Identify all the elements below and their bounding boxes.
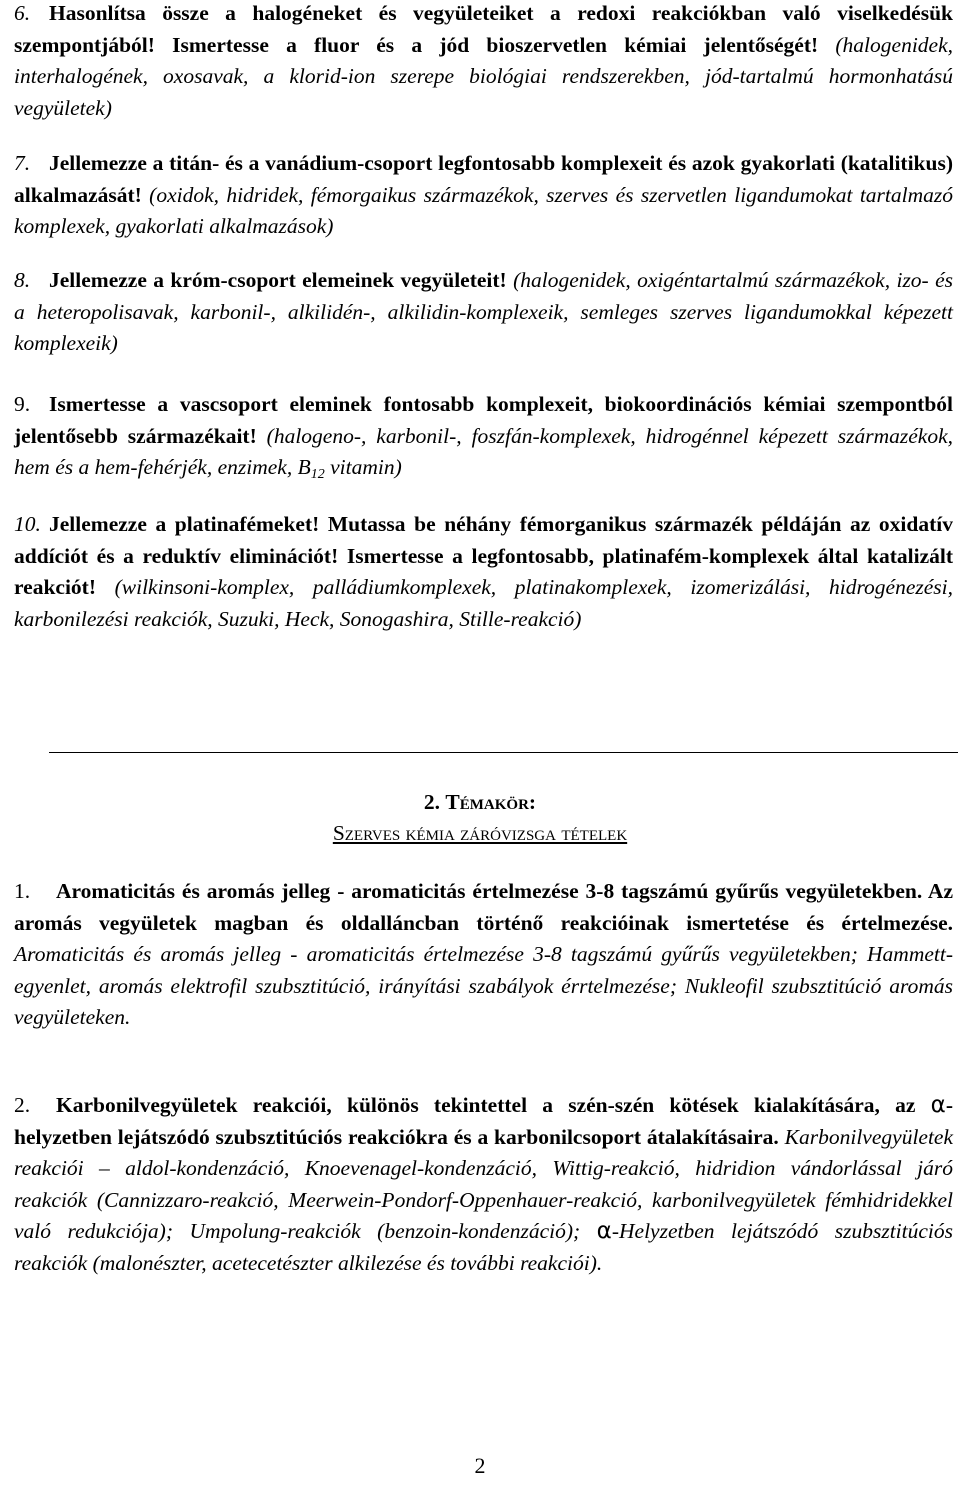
alpha-symbol-2: α <box>596 1218 612 1244</box>
section-heading-line1 <box>0 787 960 817</box>
section-heading-line2 <box>0 818 960 848</box>
item-question: Ismertesse a vascsoport eleminek fontosabb komplexeit, biokoordinációs kémiai szempontból jelentősebb származékait! <box>14 392 953 448</box>
section-divider <box>49 752 958 753</box>
exam-item-org-1 <box>14 876 953 1034</box>
section-number: 2. <box>423 790 441 814</box>
item-hint: (halogenidek, oxigéntartalmú származékok, izo- és a heteropolisavak, karbonil-, alkilidén-, alkilidin-komplexeik, semleges szerves ligandumokkal képezett komplexeik) <box>14 268 954 355</box>
exam-item-8 <box>14 265 953 360</box>
exam-item-10 <box>14 509 953 635</box>
item-hint-part2: -Helyzetben lejátszódó szubsztitúciós reakciók (malonészter, acetecetészter alkilezése és további reakciói). <box>14 1219 954 1275</box>
item-number: 2. <box>14 1093 31 1117</box>
item-number: 1. <box>14 879 31 903</box>
section-subtitle: Szerves kémia záróvizsga tételek <box>332 821 628 845</box>
item-number: 6. <box>14 1 31 25</box>
exam-item-7 <box>14 148 953 243</box>
item-question: Hasonlítsa össze a halogéneket és vegyületeiket a redoxi reakciókban való viselkedésük szempontjából! Ismertesse a fluor és a jód bioszervetlen kémiai jelentőségét! <box>14 1 953 57</box>
item-hint: (halogenidek, interhalogének, oxosavak, a klorid-ion szerepe biológiai rendszerekben, jód-tartalmú hormonhatású vegyületek) <box>14 32 954 120</box>
item-number: 8. <box>14 268 31 292</box>
item-question: Jellemezze a platinafémeket! Mutassa be néhány fémorganikus származék példáján az oxidatív addíciót és a reduktív eliminációt! Ismertesse a legfontosabb, platinafém-komplexek által katalizált reakciót! <box>14 512 953 599</box>
item-number: 10. <box>14 512 41 536</box>
item-hint-part1: Karbonilvegyületek reakciói – aldol-kondenzáció, Knoevenagel-kondenzáció, Wittig-reakció, hidridion vándorlással járó reakciók (Cannizzaro-reakció, Meerwein-Pondorf-Oppenhauer-reakció, karbonilvegyületek fémhidridekkel való redukciója); Umpolung-reakciók (benzoin-kondenzáció); <box>14 1124 954 1243</box>
exam-item-6 <box>14 0 953 124</box>
item-question: Aromaticitás és aromás jelleg - aromaticitás értelmezése 3-8 tagszámú gyűrűs vegyületekben. Az aromás vegyületek magban és oldalláncban történő reakcióinak ismertetése és értelmezése. <box>14 879 953 935</box>
item-hint-end: vitamin) <box>324 455 402 479</box>
section-title: Témakör: <box>445 790 537 814</box>
exam-item-org-2 <box>14 1090 953 1279</box>
item-number: 9. <box>14 392 31 416</box>
item-question: Jellemezze a titán- és a vanádium-csoport legfontosabb komplexeit és azok gyakorlati (katalitikus) alkalmazását! <box>14 151 953 207</box>
exam-item-9 <box>14 389 953 491</box>
item-number: 7. <box>14 151 31 175</box>
item-hint: (oxidok, hidridek, fémorgaikus származékok, szerves és szervetlen ligandumokat tartalmazó komplexek, gyakorlati alkalmazások) <box>14 182 953 238</box>
item-question-part1: Karbonilvegyületek reakciói, különös tekintettel a szén-szén kötések kialakítására, az <box>56 1093 931 1117</box>
item-hint: (wilkinsoni-komplex, palládiumkomplexek, platinakomplexek, izomerizálási, hidrogénezési, karbonilezési reakciók, Suzuki, Heck, Sonogashira, Stille-reakció) <box>14 575 954 631</box>
item-hint: Aromaticitás és aromás jelleg - aromaticitás értelmezése 3-8 tagszámú gyűrűs vegyületekben; Hammett-egyenlet, aromás elektrofil szubsztitúció, irányítási szabályok érrtelmezése; Nukleofil szubsztitúció aromás vegyületeken. <box>14 942 953 1029</box>
item-question-part2: -helyzetben lejátszódó szubsztitúciós reakciókra és a karbonilcsoport átalakításaira. <box>14 1093 953 1149</box>
alpha-symbol: α <box>930 1092 946 1118</box>
item-hint: (halogeno-, karbonil-, foszfán-komplexek, hidrogénnel képezett származékok, hem és a hem-fehérjék, enzimek, B <box>14 423 954 479</box>
item-question: Jellemezze a króm-csoport elemeinek vegyületeit! <box>49 268 507 292</box>
subscript-12: 12 <box>310 467 325 482</box>
page-number: 2 <box>474 1453 486 1478</box>
